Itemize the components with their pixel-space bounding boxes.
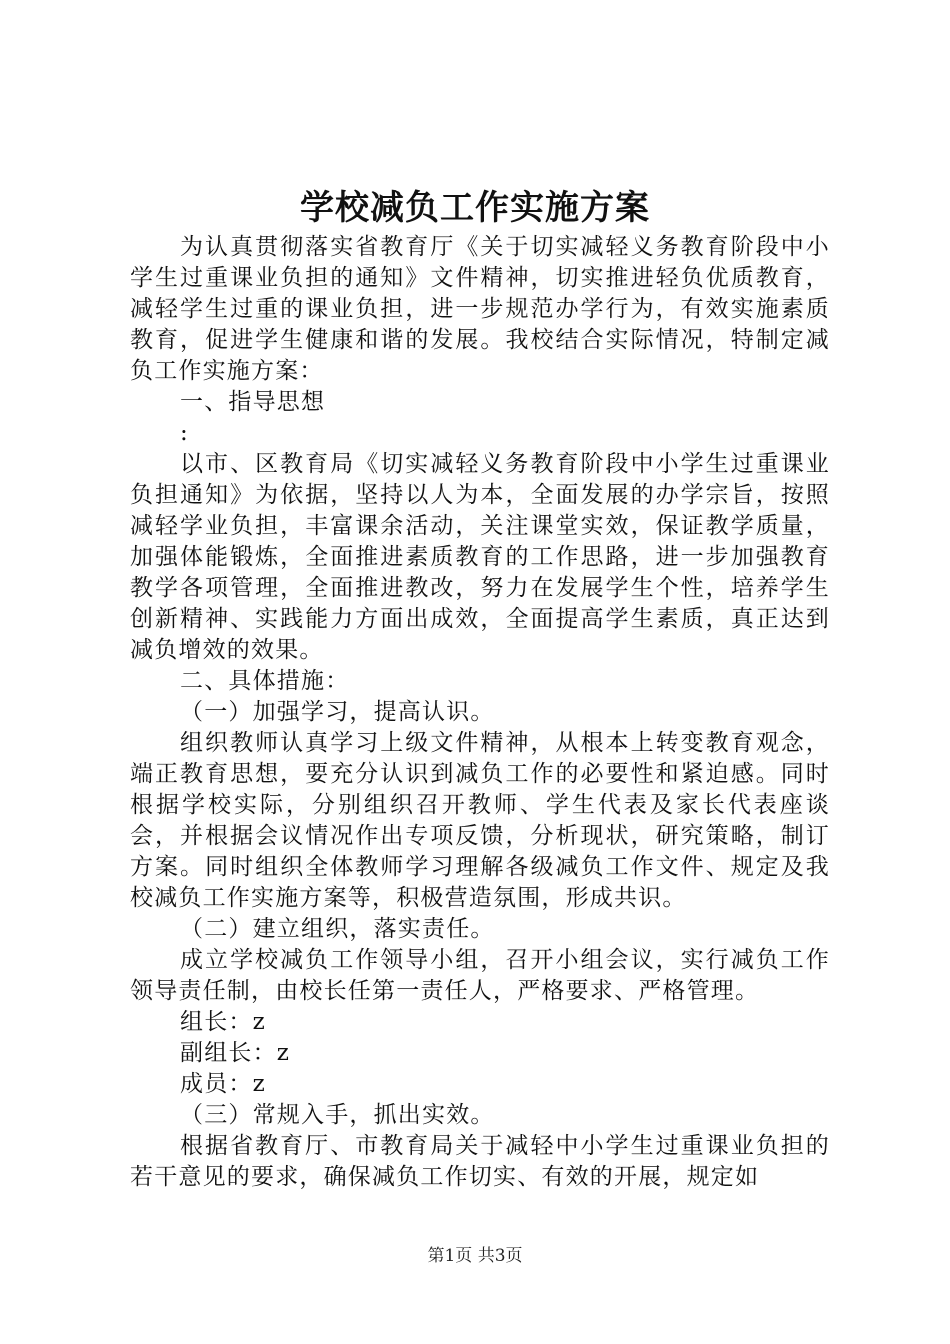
- heading-guiding-ideology: 一、指导思想: [180, 389, 326, 415]
- group-leader-line: 组长：z: [180, 1009, 266, 1035]
- subheading-1: （一）加强学习，提高认识。: [180, 699, 495, 725]
- paragraph-intro: 为认真贯彻落实省教育厅《关于切实减轻义务教育阶段中小学生过重课业负担的通知》文件精神，切实推进轻负优质教育，减轻学生过重的课业负担，进一步规范办学行为，有效实施素质教育，促进学生健康和谐的发展。我校结合实际情况，特制定减负工作实施方案：: [130, 234, 830, 384]
- colon-line: :: [180, 420, 189, 446]
- heading-specific-measures: 二、具体措施：: [180, 668, 350, 694]
- document-body: [130, 232, 830, 1193]
- document-title: 学校减负工作实施方案: [300, 188, 650, 228]
- paragraph-measure-1: 组织教师认真学习上级文件精神，从根本上转变教育观念，端正教育思想，要充分认识到减负工作的必要性和紧迫感。同时根据学校实际，分别组织召开教师、学生代表及家长代表座谈会，并根据会议情况作出专项反馈，分析现状，研究策略，制订方案。同时组织全体教师学习理解各级减负工作文件、规定及我校减负工作实施方案等，积极营造氛围，形成共识。: [130, 730, 830, 911]
- paragraph-measure-2: 成立学校减负工作领导小组，召开小组会议，实行减负工作领导责任制，由校长任第一责任人，严格要求、严格管理。: [130, 947, 830, 1004]
- deputy-leader-line: 副组长：z: [180, 1040, 291, 1066]
- subheading-3: （三）常规入手，抓出实效。: [180, 1102, 495, 1128]
- subheading-2: （二）建立组织，落实责任。: [180, 916, 495, 942]
- page-footer: 第1页 共3页: [427, 1246, 523, 1266]
- paragraph-guiding-ideology: 以市、区教育局《切实减轻义务教育阶段中小学生过重课业负担通知》为依据，坚持以人为本，全面发展的办学宗旨，按照减轻学业负担，丰富课余活动，关注课堂实效，保证教学质量，加强体能锻炼，全面推进素质教育的工作思路，进一步加强教育教学各项管理，全面推进教改，努力在发展学生个性，培养学生创新精神、实践能力方面出成效，全面提高学生素质，真正达到减负增效的效果。: [130, 451, 830, 663]
- members-line: 成员：z: [180, 1071, 266, 1097]
- paragraph-measure-3: 根据省教育厅、市教育局关于减轻中小学生过重课业负担的若干意见的要求，确保减负工作切实、有效的开展，规定如: [130, 1133, 830, 1190]
